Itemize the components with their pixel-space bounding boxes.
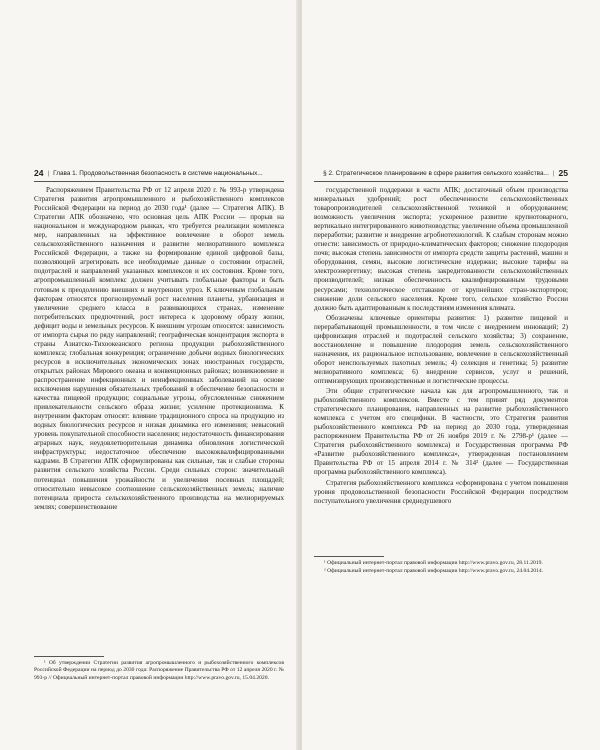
- left-running-header: [34, 166, 284, 180]
- right-page: [302, 0, 600, 750]
- header-rule: [314, 181, 568, 182]
- left-footnotes: [34, 660, 284, 683]
- right-footnotes: [314, 560, 568, 577]
- left-page: [0, 0, 298, 750]
- paragraph: государственной поддержки в части АПК; достаточный объем производства минеральных удобрений; рост обеспеченности сельскохозяйственных товаропроизводителей сельскохозяйственной техникой и оборудованием; возможность увеличения экспорта; ускоренное развитие крупнотоварного, вертикально интегрированного животноводства; увеличение объема промышленной переработки; развитие и внедрение агробиотехнологий. К слабым сторонам можно отнести: зависимость от природно-климатических факторов; снижение плодородия почв; высокая степень зависимости от импорта средств защиты растений, машин и оборудования, семян, высокие логистические издержки; высокие тарифы на электроэнергетику; высокая степень закредитованности сельскохозяйственных производителей; низкая обеспеченность квалифицированным трудовыми ресурсами; технологическое отставание от крупнейших стран-экспортеров; снижение доли сельского населения. Кроме того, сельское хозяйство России должно быть адаптированным к последствиям изменения климата.: [314, 186, 568, 312]
- footnote-rule: [314, 556, 384, 557]
- running-head: § 2. Стратегическое планирование в сфере развития сельского хозяйства...: [323, 169, 549, 177]
- paragraph: Эти общие стратегические начала как для агропромышленного, так и рыбохозяйственного комплексов. Вместе с тем принят ряд документов стратегического планирования, направленных на развитие рыбохозяйственного комплекса с учетом его специфики. В частности, это Стратегия развития рыбохозяйственного комплекса РФ на период до 2030 года, утвержденная распоряжением Правительства РФ от 26 ноября 2019 г. № 2798-р¹ (далее — Стратегия рыбохозяйственного комплекса) и Государственная программа РФ «Развитие рыбохозяйственного комплекса», утвержденная постановлением Правительства РФ от 15 апреля 2014 г. № 314² (далее — Государственная программа рыбохозяйственного комплекса).: [314, 387, 568, 477]
- page-number: 25: [558, 168, 568, 178]
- footnote-rule: [34, 656, 104, 657]
- right-body-text: [314, 186, 568, 506]
- paragraph: Распоряжением Правительства РФ от 12 апреля 2020 г. № 993-р утверждена Стратегия развития агропромышленного и рыбохозяйственного комплексов Российской Федерации на период до 2030 года¹ (далее — Стратегия АПК). В Стратегии АПК обозначено, что основная цель АПК России — прорыв на национальном и международном рынках, что требуется реализации комплекса мер, направленных на эффективное вовлечение в оборот земель сельскохозяйственного назначения и развитие мелиоративного комплекса Российской Федерации, а также на формирование единой цифровой базы, позволяющей агрегировать все необходимые данные о состоянии отраслей, подотраслей и направлений указанных комплексов и их состояния. Кроме того, агропромышленный комплекс должен учитывать глобальные факторы и быть готовым к преодолению внешних и внутренних угроз. К ключевым глобальным факторам относятся прогнозируемый рост населения планеты, урбанизация и увеличение среднего класса в развивающихся странах, изменение потребительских предпочтений, рост интереса к здоровому образу жизни, дефицит воды и земельных ресурсов. К внешним угрозам относятся: зависимость от импорта сырья по ряду направлений; географическая концентрация экспорта в страны Азиатско-Тихоокеанского региона продукции рыбохозяйственного комплекса; глобальная конкуренция; ограничение добычи водных биологических ресурсов в исключительных экономических зонах иностранных государств, открытых районах Мирового океана и конвенционных районах; возникновение и распространение инфекционных и неинфекционных заболеваний на основе исключения нарушения обязательных требований в обеспечение безопасности и качества пищевой продукции; социальные угрозы, обусловленные снижением привлекательности сельского образа жизни; усиление протекционизма. К внутренним факторам относят: влияние традиционного спроса на продукцию из водных биологических ресурсов и низкая динамика его изменения; невысокий уровень покупательной способности населения; недостаточность финансирования аграрных наук, неудовлетворительная динамика обновления логистической инфраструктуры; недостаточное обеспечение высококвалифицированными кадрами. В Стратегии АПК сформулированы как сильные, так и слабые стороны развития сельского хозяйства России. Среди сильных сторон: значительный потенциал повышения урожайности и увеличения посевных площадей; относительно невысокое соотношение сельскохозяйственных земель; наличие потенциала прироста сельскохозяйственного производства на мелиорируемых землях; совершенствование: [34, 186, 284, 511]
- paragraph: Обозначены ключевые ориентиры развития: 1) развитие пищевой и перерабатывающей промышленности, в том числе с внедрением инноваций; 2) цифровизация отраслей и подотраслей сельского хозяйства; 3) сохранение, восстановление и повышение плодородия земель сельскохозяйственного назначения, их рациональное использование, вовлечение в сельскохозяйственный оборот неиспользуемых пахотных земель; 4) селекция и генетика; 5) развитие мелиоративного комплекса; 6) внедрение сервисов, услуг и решений, оптимизирующих производственные и логистические процессы.: [314, 313, 568, 385]
- header-separator: |: [47, 169, 50, 177]
- left-body-text: [34, 186, 284, 512]
- paragraph: Стратегия рыбохозяйственного комплекса «сформирована с учетом повышения уровня продовольственной безопасности Российской Федерации посредством поступательного увеличения среднедушевого: [314, 478, 568, 505]
- footnote: ¹ Официальный интернет-портал правовой информации http://www.pravo.gov.ru, 28.11.2019.: [324, 560, 543, 566]
- header-rule: [34, 181, 284, 182]
- page-number: 24: [34, 168, 44, 178]
- running-head: Глава 1. Продовольственная безопасность в системе национальных...: [53, 169, 263, 177]
- header-separator: |: [552, 169, 555, 177]
- right-running-header: [314, 166, 568, 180]
- footnote: ¹ Об утверждении Стратегии развития агропромышленного и рыбохозяйственного комплексов Российской Федерации на период до 2030 года: Распоряжение Правительства РФ от 12 апреля 2020 г. № 993-р // Официальный интернет-портал правовой информации http://www.pravo.gov.ru, 15.04.2020.: [34, 660, 284, 681]
- footnote: ² Официальный интернет-портал правовой информации http://www.pravo.gov.ru, 24.04.2014.: [324, 568, 544, 575]
